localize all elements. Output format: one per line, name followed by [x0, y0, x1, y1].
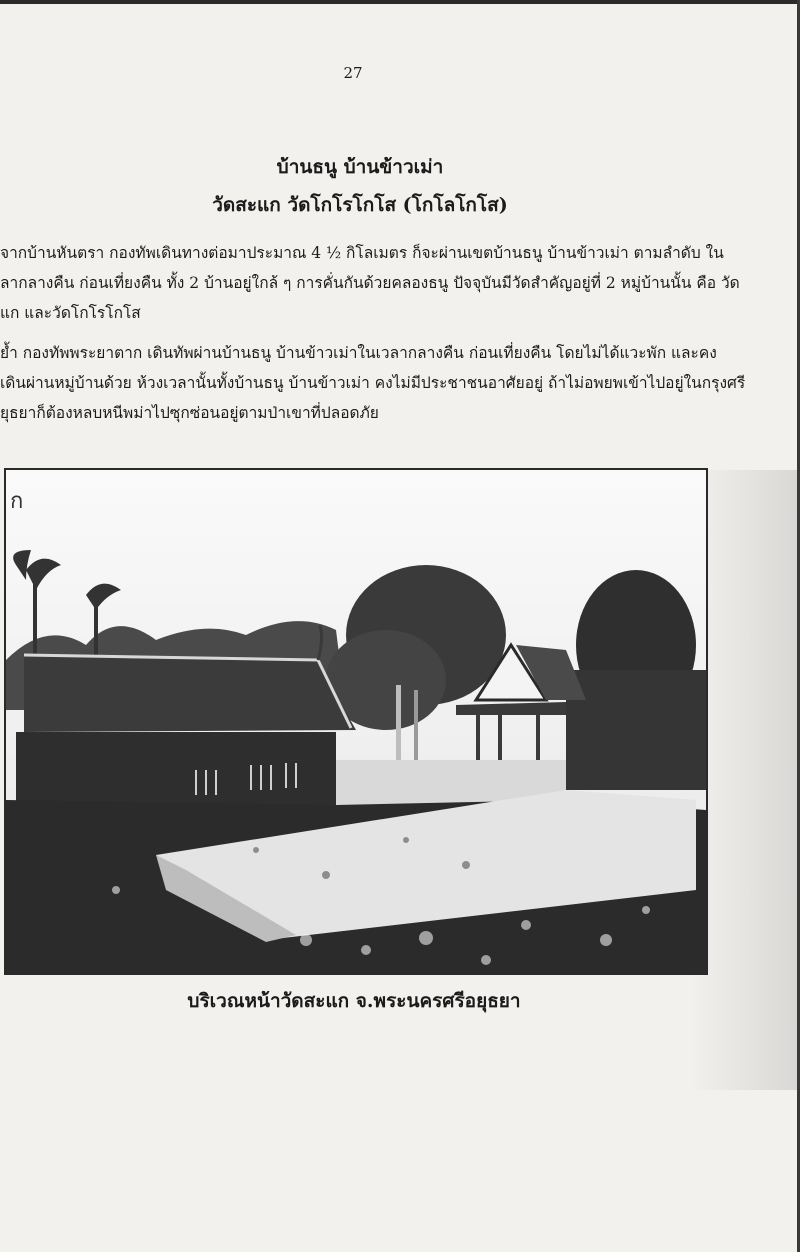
paragraph-2-line: ย้ำ กองทัพพระยาตาก เดินทัพผ่านบ้านธนู บ้านข้าวเม่าในเวลากลางคืน ก่อนเที่ยงคืน โดยไม่ได้แวะพัก และคง: [0, 344, 717, 362]
photo-caption: บริเวณหน้าวัดสะแก จ.พระนครศรีอยุธยา: [187, 990, 521, 1012]
paragraph-2-line: เดินผ่านหมู่บ้านด้วย ห้วงเวลานั้นทั้งบ้านธนู บ้านข้าวเม่า คงไม่มีประชาชนอาศัยอยู่ ถ้าไม่อพยพเข้าไปอยู่ในกรุงศรี: [0, 374, 746, 392]
page-number: 27: [343, 64, 363, 82]
paragraph-2-line: ยุธยาก็ต้องหลบหนีพม่าไปซุกซ่อนอยู่ตามป่าเขาที่ปลอดภัย: [0, 404, 379, 422]
paragraph-1-line: จากบ้านหันตรา กองทัพเดินทางต่อมาประมาณ 4 ½ กิโลเมตร ก็จะผ่านเขตบ้านธนู บ้านข้าวเม่า ตามลำดับ ใน: [0, 244, 724, 262]
paragraph-2: [0, 338, 790, 428]
paragraph-1-line: แก และวัดโกโรโกโส: [0, 304, 141, 322]
temple-photo: [4, 468, 708, 975]
section-subtitle: วัดสะแก วัดโกโรโกโส (โกโลโกโส): [212, 194, 508, 216]
section-title: บ้านธนู บ้านข้าวเม่า: [276, 156, 444, 178]
temple-photo-image: [6, 470, 706, 973]
paragraph-1: [0, 238, 790, 328]
page-top-edge: [0, 0, 800, 4]
svg-text:ก: ก: [10, 489, 24, 514]
paragraph-1-line: ลากลางคืน ก่อนเที่ยงคืน ทั้ง 2 บ้านอยู่ใกล้ ๆ การคั่นกันด้วยคลองธนู ปัจจุบันมีวัดสำคัญอยู่ที่ 2 หมู่บ้านนั้น คือ วัด: [0, 274, 740, 292]
